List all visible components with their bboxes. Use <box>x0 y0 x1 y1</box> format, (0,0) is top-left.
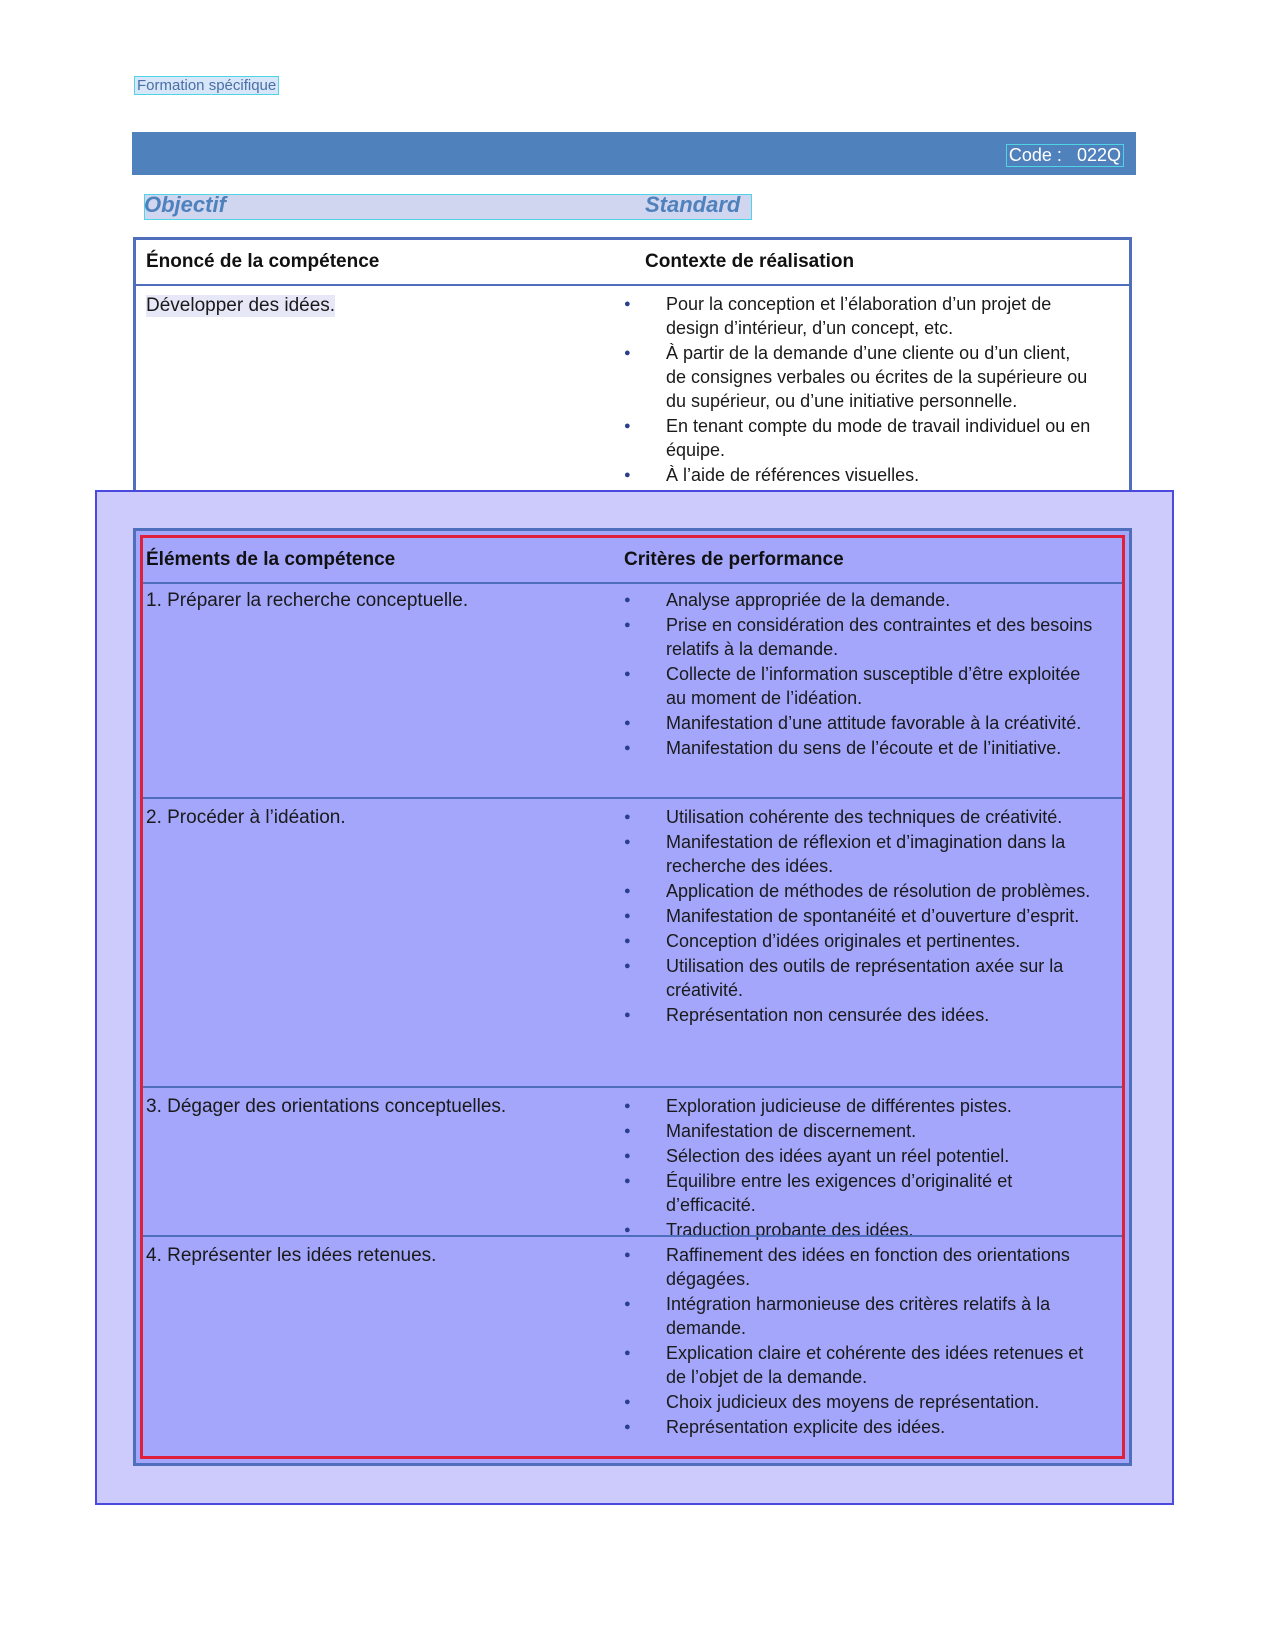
context-item: ● En tenant compte du mode de travail individuel ou en équipe. <box>624 414 1094 462</box>
standard-heading: Standard <box>645 192 741 217</box>
criteria-list <box>624 1243 1094 1440</box>
criterion-item: ● Manifestation du sens de l’écoute et de l’initiative. <box>624 736 1094 760</box>
competency-element: 3. Dégager des orientations conceptuelles. <box>146 1096 507 1117</box>
criterion-item: ● Utilisation des outils de représentation axée sur la créativité. <box>624 954 1094 1002</box>
criterion-item: ● Utilisation cohérente des techniques de créativité. <box>624 805 1094 829</box>
competency-table <box>133 237 1132 509</box>
criteria-column-header: Critères de performance <box>624 549 844 570</box>
criterion-item: ● Collecte de l’information susceptible d’être exploitée au moment de l’idéation. <box>624 662 1094 710</box>
context-item: ● Pour la conception et l’élaboration d’un projet de design d’intérieur, d’un concept, etc. <box>624 292 1094 340</box>
code-banner <box>132 132 1136 175</box>
criterion-item: ● Raffinement des idées en fonction des orientations dégagées. <box>624 1243 1094 1291</box>
objective-heading: Objectif <box>144 192 226 217</box>
statement-column-header: Énoncé de la compétence <box>146 251 380 272</box>
competency-element: 1. Préparer la recherche conceptuelle. <box>146 590 469 611</box>
criterion-item: ● Prise en considération des contraintes et des besoins relatifs à la demande. <box>624 613 1094 661</box>
criterion-item: ● Intégration harmonieuse des critères relatifs à la demande. <box>624 1292 1094 1340</box>
criterion-item: ● Équilibre entre les exigences d’originalité et d’efficacité. <box>624 1169 1094 1217</box>
elements-column-header: Éléments de la compétence <box>146 549 396 570</box>
context-item: ● À l’aide de références visuelles. <box>624 463 1094 487</box>
criterion-item: ● Sélection des idées ayant un réel potentiel. <box>624 1144 1094 1168</box>
criterion-item: ● Conception d’idées originales et pertinentes. <box>624 929 1094 953</box>
criterion-item: ● Manifestation d’une attitude favorable à la créativité. <box>624 711 1094 735</box>
row-separator <box>143 1235 1122 1237</box>
context-item: ● À partir de la demande d’une cliente ou d’un client, de consignes verbales ou écrites de la supérieure ou du supérieur, ou d’une initiative personnelle. <box>624 341 1094 413</box>
context-list <box>624 292 1094 488</box>
row-separator <box>143 1086 1122 1088</box>
competency-code: Code : 022Q <box>1006 144 1124 167</box>
criterion-item: ● Manifestation de discernement. <box>624 1119 1094 1143</box>
criteria-table-header <box>143 538 1122 584</box>
criterion-item: ● Choix judicieux des moyens de représentation. <box>624 1390 1094 1414</box>
criterion-item: ● Application de méthodes de résolution de problèmes. <box>624 879 1094 903</box>
criterion-item: ● Explication claire et cohérente des idées retenues et de l’objet de la demande. <box>624 1341 1094 1389</box>
criterion-item: ● Traduction probante des idées. <box>624 1218 1094 1242</box>
criterion-item: ● Représentation non censurée des idées. <box>624 1003 1094 1027</box>
competency-table-header <box>136 240 1129 286</box>
competency-statement: Développer des idées. <box>146 295 336 316</box>
criteria-list <box>624 805 1094 1028</box>
running-head: Formation spécifique <box>134 76 279 95</box>
criteria-table <box>133 528 1132 1466</box>
criterion-item: ● Analyse appropriée de la demande. <box>624 588 1094 612</box>
criteria-list <box>624 588 1094 761</box>
competency-element: 2. Procéder à l’idéation. <box>146 807 346 828</box>
row-separator <box>143 797 1122 799</box>
criterion-item: ● Manifestation de réflexion et d’imagination dans la recherche des idées. <box>624 830 1094 878</box>
criterion-item: ● Représentation explicite des idées. <box>624 1415 1094 1439</box>
criteria-list <box>624 1094 1094 1243</box>
criterion-item: ● Manifestation de spontanéité et d’ouverture d’esprit. <box>624 904 1094 928</box>
criterion-item: ● Exploration judicieuse de différentes pistes. <box>624 1094 1094 1118</box>
competency-element: 4. Représenter les idées retenues. <box>146 1245 437 1266</box>
criteria-table-inner <box>140 535 1125 1459</box>
context-column-header: Contexte de réalisation <box>645 251 855 272</box>
